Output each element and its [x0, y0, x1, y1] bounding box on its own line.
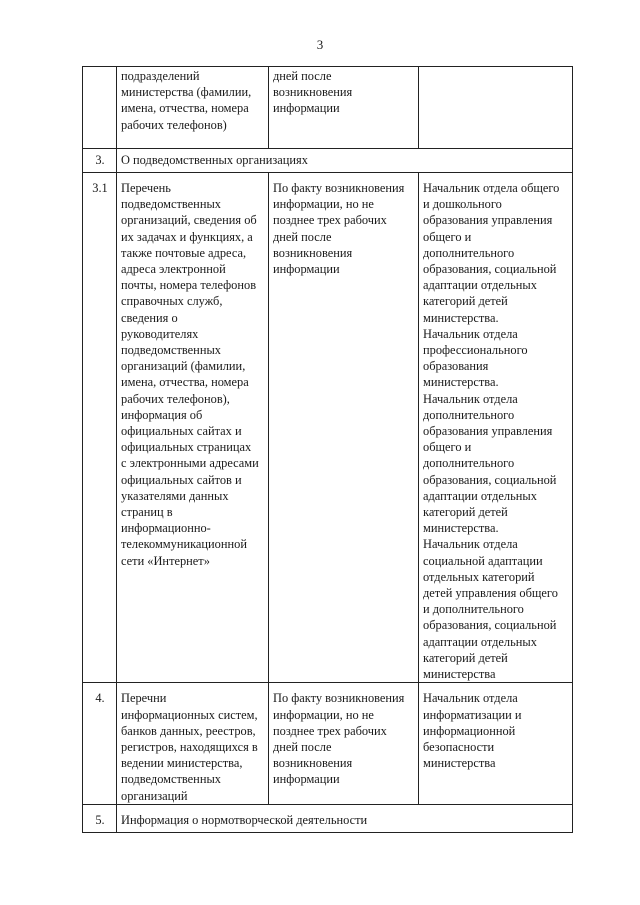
- text-line: министерства.: [423, 310, 499, 325]
- table-row: [83, 173, 573, 683]
- text-line: категорий детей: [423, 650, 508, 665]
- text-line: Начальник отдела: [423, 691, 518, 706]
- text-line: организаций: [121, 788, 188, 803]
- text-line: общего и: [423, 440, 472, 455]
- section-title: О подведомственных организациях: [117, 149, 573, 173]
- responsible-cell: [419, 173, 573, 683]
- text-line: официальных страницах: [121, 440, 252, 455]
- text-line: подведомственных: [121, 197, 221, 212]
- text-line: информатизации и: [423, 707, 522, 722]
- text-line: образования, социальной: [423, 618, 557, 633]
- text-line: их задачах и функциях, а: [121, 229, 253, 244]
- text-line: категорий детей: [423, 505, 508, 520]
- text-line: общего и: [423, 229, 472, 244]
- text-line: регистров, находящихся в: [121, 739, 258, 754]
- text-line: ведении министерства,: [121, 756, 243, 771]
- section-row: [83, 804, 573, 832]
- info-name-cell: [117, 173, 269, 683]
- row-number-cell: 3.1: [83, 173, 117, 683]
- text-line: почты, номера телефонов: [121, 278, 257, 293]
- text-line: министерства.: [423, 521, 499, 536]
- text-line: официальных сайтов и: [121, 472, 242, 487]
- text-line: возникновения: [273, 85, 353, 100]
- section-number: 3.: [83, 149, 117, 173]
- text-line: отдельных категорий: [423, 569, 535, 584]
- section-row: [83, 149, 573, 173]
- text-line: сведения о: [121, 310, 178, 325]
- text-line: страниц в: [121, 505, 173, 520]
- text-line: категорий детей: [423, 294, 508, 309]
- text-line: и дополнительного: [423, 602, 524, 617]
- text-line: организаций, сведения об: [121, 213, 257, 228]
- text-line: и дошкольного: [423, 197, 502, 212]
- text-line: подразделений: [121, 69, 200, 83]
- text-line: официальных сайтах и: [121, 424, 242, 439]
- table-row: [83, 67, 573, 149]
- text-line: банков данных, реестров,: [121, 723, 256, 738]
- text-line: детей управления общего: [423, 586, 558, 601]
- text-line: рабочих телефонов),: [121, 391, 230, 406]
- text-line: образования: [423, 359, 489, 374]
- text-line: По факту возникновения: [273, 691, 405, 706]
- text-line: организаций (фамилии,: [121, 359, 246, 374]
- text-line: дней после: [273, 739, 332, 754]
- text-line: Начальник отдела: [423, 326, 518, 341]
- text-line: информации: [273, 262, 340, 277]
- text-line: информационных систем,: [121, 707, 258, 722]
- responsible-cell: [419, 683, 573, 804]
- text-line: дополнительного: [423, 456, 515, 471]
- text-line: адаптации отдельных: [423, 278, 537, 293]
- text-line: подведомственных: [121, 343, 221, 358]
- text-line: безопасности: [423, 739, 495, 754]
- text-line: министерства: [423, 756, 496, 771]
- responsible-cell: [419, 67, 573, 149]
- text-line: позднее трех рабочих: [273, 723, 387, 738]
- text-line: дней после: [273, 229, 332, 244]
- text-line: также почтовые адреса,: [121, 245, 247, 260]
- text-line: информации, но не: [273, 197, 374, 212]
- text-line: дополнительного: [423, 245, 515, 260]
- text-line: возникновения: [273, 756, 353, 771]
- text-line: министерства.: [423, 375, 499, 390]
- text-line: адаптации отдельных: [423, 488, 537, 503]
- text-line: телекоммуникационной: [121, 537, 247, 552]
- text-line: министерства: [423, 667, 496, 682]
- text-line: образования, социальной: [423, 472, 557, 487]
- text-line: информации: [273, 101, 340, 116]
- text-line: с электронными адресами: [121, 456, 259, 471]
- text-line: дополнительного: [423, 407, 515, 422]
- text-line: возникновения: [273, 245, 353, 260]
- text-line: По факту возникновения: [273, 181, 405, 195]
- deadline-cell: [269, 67, 419, 149]
- text-line: имена, отчества, номера: [121, 375, 249, 390]
- text-line: руководителях: [121, 326, 199, 341]
- section-number: 5.: [83, 804, 117, 832]
- section-title: Информация о нормотворческой деятельности: [117, 804, 573, 832]
- info-name-cell: [117, 683, 269, 804]
- text-line: Начальник отдела: [423, 391, 518, 406]
- text-line: Начальник отдела общего: [423, 181, 560, 195]
- document-table: [82, 66, 573, 833]
- text-line: подведомственных: [121, 772, 221, 787]
- deadline-cell: [269, 173, 419, 683]
- text-line: информации, но не: [273, 707, 374, 722]
- text-line: образования управления: [423, 424, 553, 439]
- text-line: Начальник отдела: [423, 537, 518, 552]
- table-row: [83, 683, 573, 804]
- text-line: информация об: [121, 407, 203, 422]
- row-number-cell: [83, 67, 117, 149]
- text-line: профессионального: [423, 343, 528, 358]
- row-number-cell: 4.: [83, 683, 117, 804]
- text-line: образования, социальной: [423, 262, 557, 277]
- text-line: дней после: [273, 69, 332, 83]
- text-line: справочных служб,: [121, 294, 223, 309]
- text-line: адреса электронной: [121, 262, 226, 277]
- text-line: министерства (фамилии,: [121, 85, 252, 100]
- text-line: Перечень: [121, 181, 171, 195]
- text-line: рабочих телефонов): [121, 117, 227, 132]
- deadline-cell: [269, 683, 419, 804]
- text-line: информационной: [423, 723, 516, 738]
- text-line: социальной адаптации: [423, 553, 543, 568]
- text-line: имена, отчества, номера: [121, 101, 249, 116]
- text-line: Перечни: [121, 691, 167, 706]
- text-line: информационно-: [121, 521, 211, 536]
- text-line: адаптации отдельных: [423, 634, 537, 649]
- text-line: информации: [273, 772, 340, 787]
- text-line: образования управления: [423, 213, 553, 228]
- text-line: сети «Интернет»: [121, 553, 210, 568]
- info-name-cell: [117, 67, 269, 149]
- text-line: позднее трех рабочих: [273, 213, 387, 228]
- page-number: 3: [316, 37, 324, 52]
- text-line: указателями данных: [121, 488, 229, 503]
